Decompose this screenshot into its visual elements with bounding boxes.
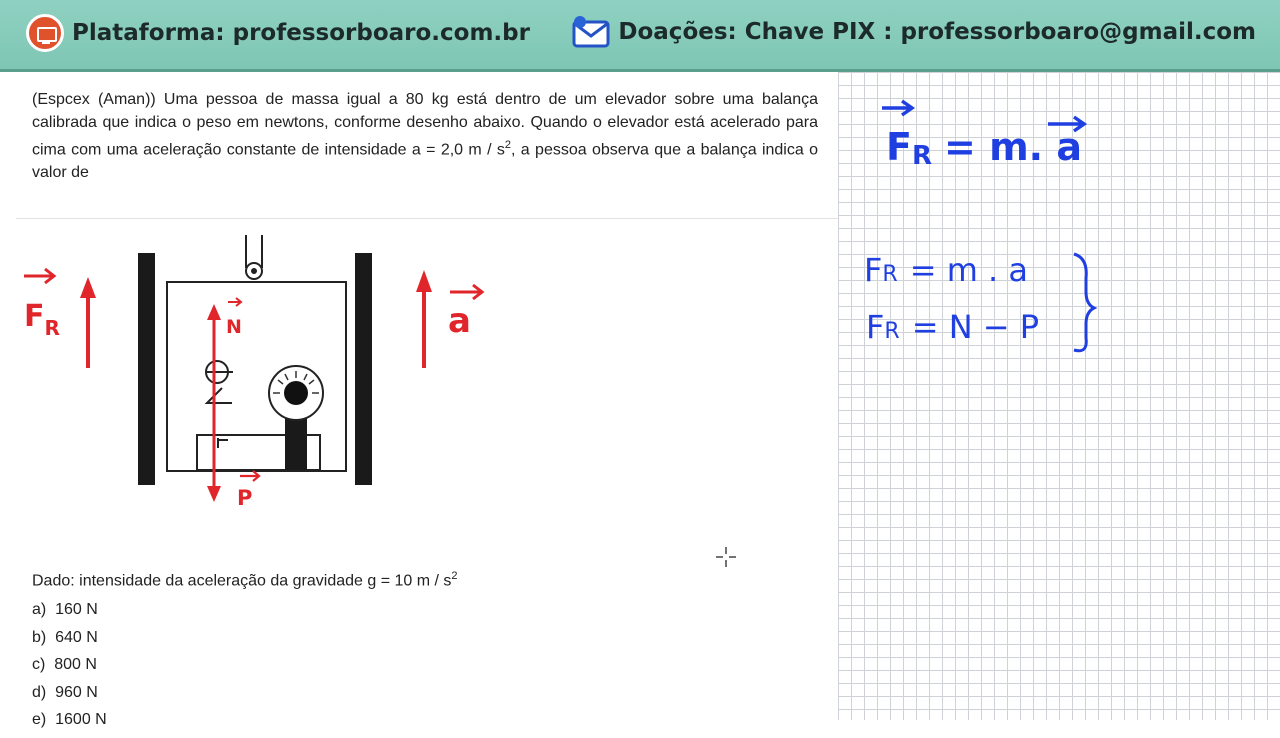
answer-options: [32, 600, 107, 738]
problem-text-end: , a pessoa observa que a balança indica o valor de: [32, 141, 819, 182]
vector-equation: FR = m. a: [886, 125, 1082, 171]
resultant-force-label: $F_R$: [24, 299, 60, 340]
option-d: d) 960 N: [32, 683, 98, 701]
platform-label: Plataforma: professorboaro.com.br: [72, 20, 530, 46]
mail-icon: [572, 14, 612, 50]
problem-exponent: 2: [504, 139, 512, 151]
platform-info: [26, 14, 530, 52]
equation-resultant-ma: FR = m . a: [864, 251, 1028, 289]
elevator-diagram: [0, 220, 520, 520]
option-c: c) 800 N: [32, 656, 97, 673]
equation-resultant-np: FR = N − P: [866, 308, 1040, 346]
given-data-exponent: 2: [451, 570, 458, 582]
separator-line: [16, 218, 838, 219]
weight-arrow-head: [207, 486, 221, 502]
donation-label: Doações: Chave PIX : professorboaro@gmail.com: [618, 19, 1256, 45]
system-brace: [1074, 254, 1094, 351]
donation-info: [572, 14, 1256, 50]
option-a: a) 160 N: [32, 601, 98, 618]
acceleration-label: a: [448, 301, 471, 341]
platform-logo-icon: [26, 14, 64, 52]
problem-statement: [32, 88, 818, 184]
header-banner: [0, 0, 1280, 72]
option-b: b) 640 N: [32, 628, 98, 646]
left-rail: [138, 253, 155, 485]
cursor-crosshair-icon: [714, 545, 738, 569]
weight-label: P: [237, 486, 253, 510]
given-data-text: Dado: intensidade da aceleração da gravidade g = 10 m / s: [32, 572, 452, 590]
normal-force-label: N: [226, 316, 242, 338]
given-data: [32, 570, 458, 590]
right-rail: [355, 253, 372, 485]
problem-source: (Espcex (Aman)): [32, 91, 156, 108]
option-e: e) 1600 N: [32, 711, 107, 728]
handwritten-notes: [838, 72, 1280, 372]
problem-text: Uma pessoa de massa igual a 80 kg está dentro de um elevador sobre uma balança calibrada que indica o peso em newtons, conforme desenho abaixo. Quando o elevador está acelerado para cima com uma aceleração constante de intensidade a = 2,0 m / s: [32, 91, 819, 159]
